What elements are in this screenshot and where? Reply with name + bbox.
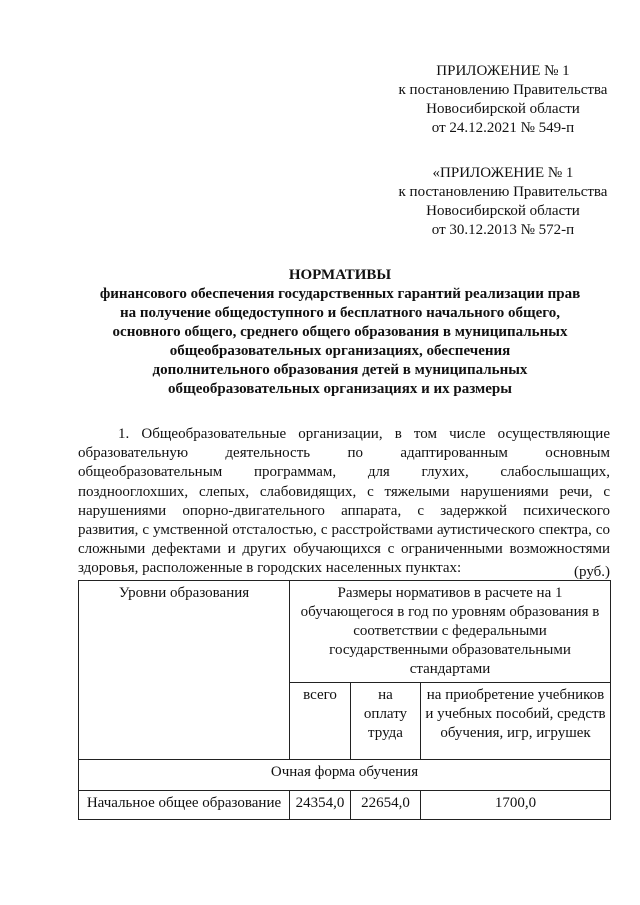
header-levels: Уровни образования — [79, 581, 290, 760]
title-line: общеобразовательных организациях и их размеры — [168, 381, 512, 397]
row-labor: 22654,0 — [351, 791, 421, 820]
document-title — [70, 266, 610, 399]
title-line: на получение общедоступного и бесплатного начального общего, — [120, 305, 560, 321]
appendix-region: Новосибирской области — [426, 203, 580, 219]
norms-table — [78, 580, 611, 820]
header-labor: на оплату труда — [351, 683, 421, 760]
appendix-date: от 24.12.2021 № 549-п — [431, 120, 575, 136]
title-line: общеобразовательных организациях, обеспечения — [169, 343, 511, 359]
appendix-date: от 30.12.2013 № 572-п — [431, 222, 575, 238]
unit-label: (руб.) — [574, 564, 610, 580]
title-heading: НОРМАТИВЫ — [288, 267, 392, 283]
title-line: основного общего, среднего общего образования в муниципальных — [112, 324, 568, 340]
appendix-region: Новосибирской области — [426, 101, 580, 117]
section-fulltime: Очная форма обучения — [79, 760, 611, 791]
header-total: всего — [290, 683, 351, 760]
title-line: дополнительного образования детей в муниципальных — [152, 362, 528, 378]
appendix-reference: к постановлению Правительства — [398, 82, 608, 98]
paragraph-1: 1. Общеобразовательные организации, в том числе осуществляющие образовательную деятельность по адаптированным основным общеобразовательным программам, для глухих, слабослышащих, позднооглохших, слепых, слабовидящих, с тяжелыми нарушениями речи, с нарушениями опорно-двигательного аппарата, с задержкой психического развития, с умственной отсталостью, с расстройствами аутистического спектра, со сложными дефектами и других обучающихся с ограниченными возможностями здоровья, расположенные в городских населенных пунктах: — [78, 426, 610, 577]
appendix-previous — [368, 164, 638, 240]
appendix-reference: к постановлению Правительства — [398, 184, 608, 200]
row-total: 24354,0 — [290, 791, 351, 820]
appendix-title: «ПРИЛОЖЕНИЕ № 1 — [432, 165, 574, 181]
appendix-title: ПРИЛОЖЕНИЕ № 1 — [436, 63, 570, 79]
row-level: Начальное общее образование — [79, 791, 290, 820]
title-line: финансового обеспечения государственных гарантий реализации прав — [99, 286, 581, 302]
table-row — [79, 791, 611, 820]
appendix-current — [368, 62, 638, 138]
header-materials: на приобретение учебников и учебных пособий, средств обучения, игр, игрушек — [421, 683, 611, 760]
row-materials: 1700,0 — [421, 791, 611, 820]
header-sizes: Размеры нормативов в расчете на 1 обучающегося в год по уровням образования в соответствии с федеральными государственными образовательными стандартами — [290, 581, 611, 683]
